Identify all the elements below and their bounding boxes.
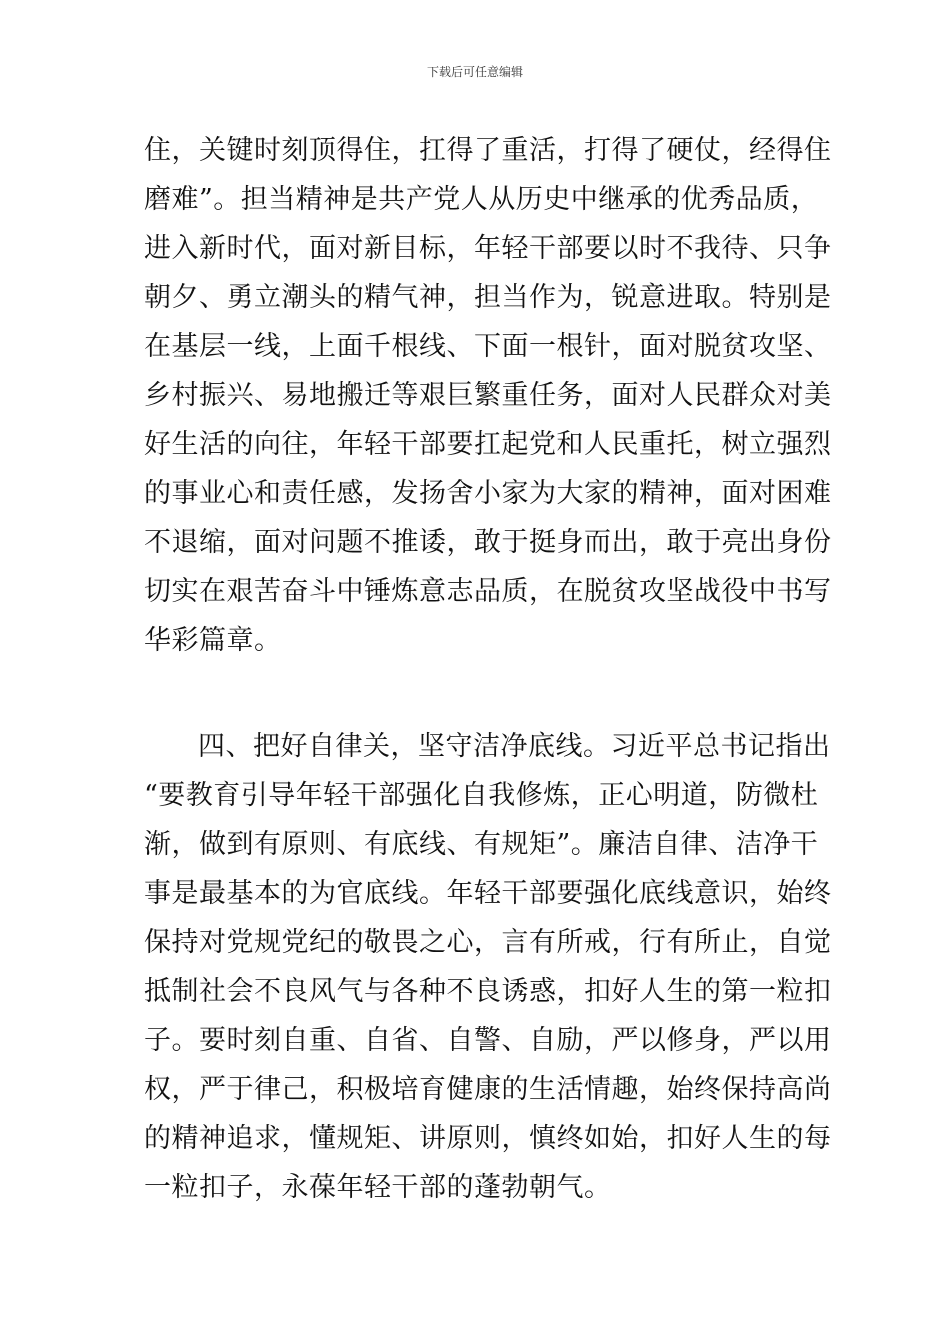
text-line: 的精神追求，懂规矩、讲原则，慎终如始，扣好人生的每 (144, 1123, 832, 1154)
text-line: 乡村振兴、易地搬迁等艰巨繁重任务，面对人民群众对美 (144, 380, 832, 411)
text-line: 子。要时刻自重、自省、自警、自励，严以修身，严以用 (144, 1025, 832, 1056)
text-line: 的事业心和责任感，发扬舍小家为大家的精神，面对困难 (144, 478, 832, 509)
text-line: 保持对党规党纪的敬畏之心，言有所戒，行有所止，自觉 (144, 927, 832, 958)
page-header: 下载后可任意编辑 (426, 65, 523, 79)
text-line: 华彩篇章。 (144, 625, 282, 656)
text-line: 不退缩，面对问题不推诿，敢于挺身而出，敢于亮出身份 (144, 527, 832, 558)
paragraph-section-four (144, 722, 832, 1212)
text-line: 抵制社会不良风气与各种不良诱惑，扣好人生的第一粒扣 (144, 976, 832, 1007)
text-line: 渐，做到有原则、有底线、有规矩”。廉洁自律、洁净干 (144, 829, 819, 860)
text-line: 磨难”。担当精神是共产党人从历史中继承的优秀品质， (144, 184, 819, 215)
text-line: 事是最基本的为官底线。年轻干部要强化底线意识，始终 (144, 878, 832, 909)
text-line: “要教育引导年轻干部强化自我修炼，正心明道，防微杜 (144, 780, 819, 811)
text-line: 一粒扣子，永葆年轻干部的蓬勃朝气。 (144, 1172, 612, 1203)
text-line: 在基层一线，上面千根线、下面一根针，面对脱贫攻坚、 (144, 331, 832, 362)
text-line: 住，关键时刻顶得住，扛得了重活，打得了硬仗，经得住 (144, 135, 832, 166)
text-line: 切实在艰苦奋斗中锤炼意志品质，在脱贫攻坚战役中书写 (144, 576, 832, 607)
text-line: 进入新时代，面对新目标，年轻干部要以时不我待、只争 (144, 233, 832, 264)
text-line: 朝夕、勇立潮头的精气神，担当作为，锐意进取。特别是 (144, 282, 832, 313)
paragraph-continuation (144, 126, 832, 665)
text-line: 四、把好自律关，坚守洁净底线。习近平总书记指出 (198, 731, 831, 762)
text-line: 权，严于律己，积极培育健康的生活情趣，始终保持高尚 (144, 1074, 832, 1105)
text-line: 好生活的向往，年轻干部要扛起党和人民重托，树立强烈 (144, 429, 832, 460)
